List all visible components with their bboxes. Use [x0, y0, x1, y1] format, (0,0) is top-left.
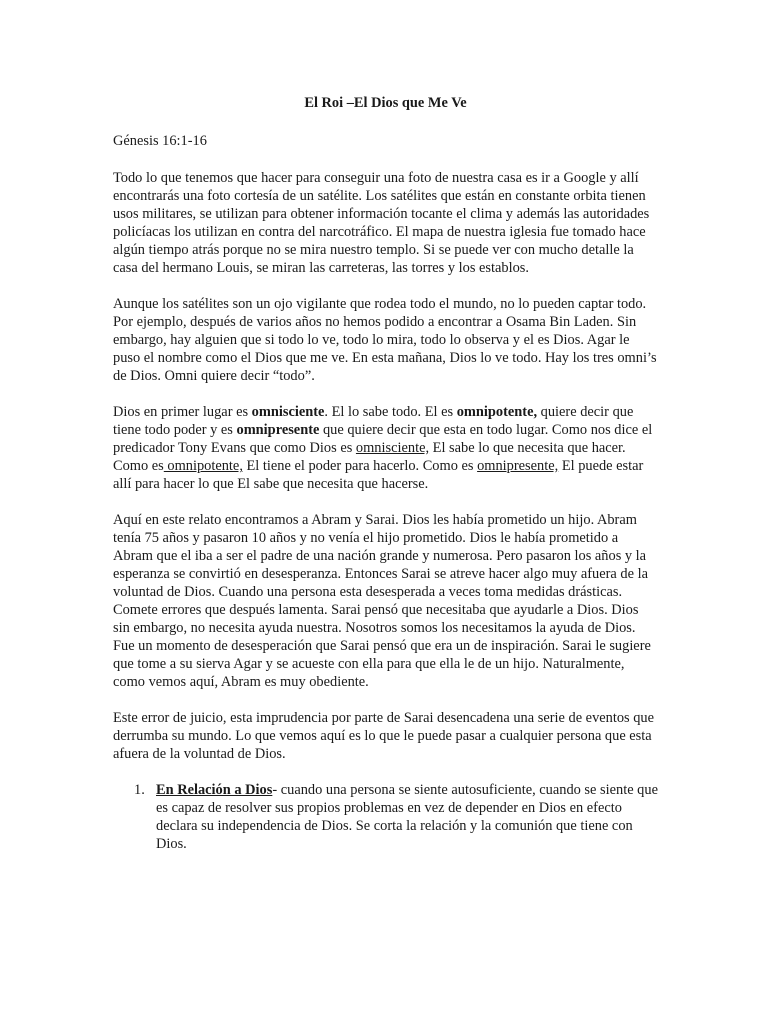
paragraph-omni [113, 403, 658, 493]
document-body [113, 94, 658, 853]
term-omnipotente-underline: omnipotente, [163, 458, 243, 474]
paragraph-error: Este error de juicio, esta imprudencia por parte de Sarai desencadena una serie de eventos que derrumba su mundo. Lo que vemos aquí es lo que le puede pasar a cualquier persona que esta afuera de la voluntad de Dios. [113, 710, 655, 762]
text-run: El sabe lo que necesita que hacer. Como es [113, 440, 626, 474]
text-run: quiere decir que tiene todo poder y es [113, 404, 634, 438]
numbered-list [113, 781, 658, 853]
list-item-text: - cuando una persona se siente autosuficiente, cuando se siente que es capaz de resolver sus propios problemas en vez de depender en Dios en efecto declara su independencia de Dios. Se corta la relación y la comunión que tiene con Dios. [156, 782, 658, 852]
text-run: Dios en primer lugar es [113, 404, 252, 420]
text-run: El puede estar allí para hacer lo que El sabe que necesita que hacerse. [113, 458, 644, 492]
term-omnisciente-underline: omnisciente, [355, 440, 430, 456]
text-run: El tiene el poder para hacerlo. Como es [242, 458, 478, 474]
term-omnisciente-bold: omnisciente [251, 404, 325, 420]
paragraph-abram-sarai: Aquí en este relato encontramos a Abram y Sarai. Dios les había prometido un hijo. Abram tenía 75 años y pasaron 10 años y no venía el hijo prometido. Dios le había prometido a Abram que el iba a ser el padre de una nación grande y numerosa. Pero pasaron los años y la esperanza se convirtió en desesperanza. Entonces Sarai se atreve hacer algo muy afuera de la voluntad de Dios. Cuando una persona esta desesperada a veces toma medidas drásticas. Comete errores que después lamenta. Sarai pensó que necesitaba que ayudarle a Dios. Dios sin embargo, no necesita ayuda nuestra. Nosotros somos los necesitamos la ayuda de Dios. Fue un momento de desesperación que Sarai pensó que era un de inspiración. Sarai le sugiere que tome a su sierva Agar y se acueste con ella para que ella le de un hijo. Naturalmente, como vemos aquí, Abram es muy obediente. [113, 512, 651, 690]
term-omnipresente-underline: omnipresente, [477, 458, 559, 474]
list-item [113, 781, 658, 853]
list-number: 1. [134, 782, 145, 798]
list-item-heading: En Relación a Dios [156, 782, 273, 798]
term-omnipotente-bold: omnipotente, [456, 404, 538, 420]
paragraph-satellites: Todo lo que tenemos que hacer para conseguir una foto de nuestra casa es ir a Google y allí encontrarás una foto cortesía de un satélite. Los satélites que están en constante orbita tienen usos militares, se utilizan para obtener información tocante el clima y además las autoridades policíacas los utilizan en contra del narcotráfico. El mapa de nuestra iglesia fue tomado hace algún tiempo atrás porque no se mira nuestro templo. Si se puede ver con mucho detalle la casa del hermano Louis, se miran las carreteras, las torres y los establos. [113, 170, 650, 276]
term-omnipresente-bold: omnipresente [236, 422, 320, 438]
scripture-reference: Génesis 16:1-16 [113, 133, 207, 149]
paragraph-god-sees: Aunque los satélites son un ojo vigilante que rodea todo el mundo, no lo pueden captar todo. Por ejemplo, después de varios años no hemos podido a encontrar a Osama Bin Laden. Sin embargo, hay alguien que si todo lo ve, todo lo mira, todo lo observa y el es Dios. Agar le puso el nombre como el Dios que me ve. En esta mañana, Dios lo ve todo. Hay los tres omni’s de Dios. Omni quiere decir “todo”. [113, 296, 657, 384]
document-title: El Roi –El Dios que Me Ve [304, 95, 467, 111]
text-run: . El lo sabe todo. El es [324, 404, 457, 420]
text-run: que quiere decir que esta en todo lugar. Como nos dice el predicador Tony Evans que como Dios es [113, 422, 653, 456]
